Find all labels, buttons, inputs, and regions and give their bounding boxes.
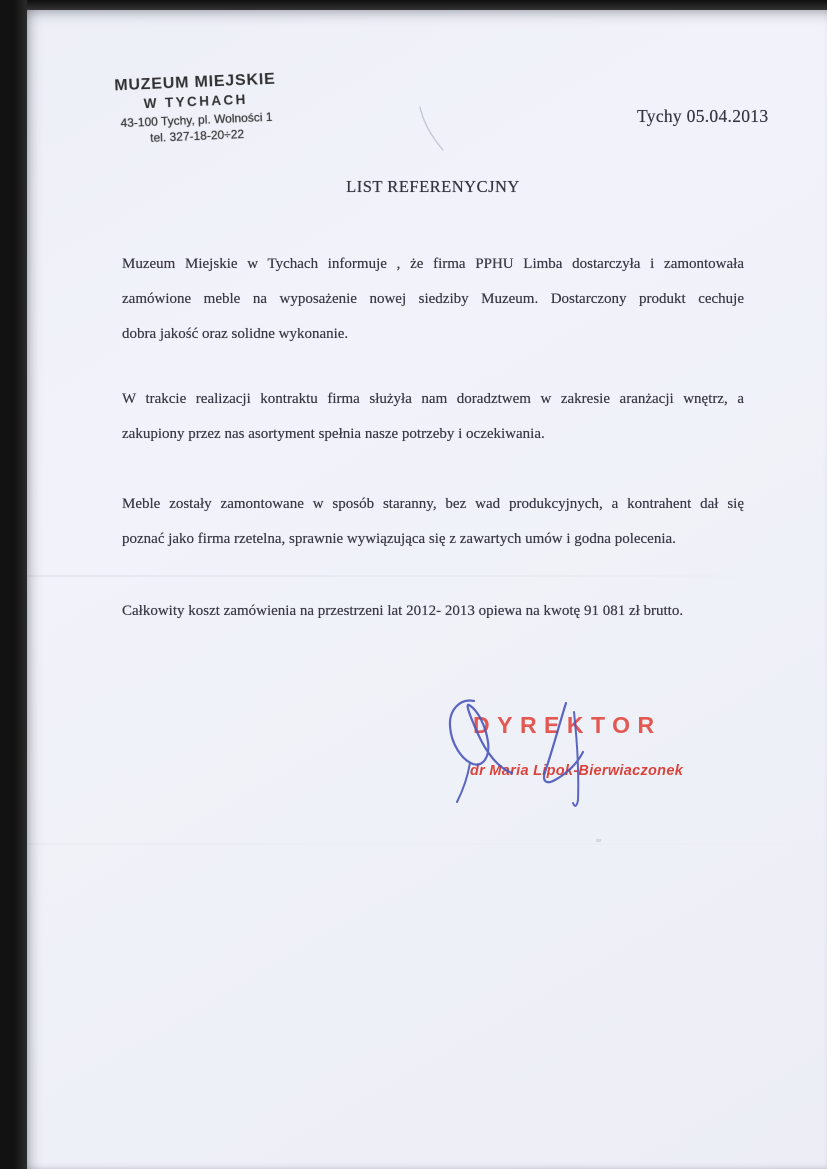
paragraph-1-line-2: zamówione meble na wyposażenie nowej siedziby Muzeum. Dostarczony produkt cechuje bbox=[122, 291, 744, 307]
paragraph-2 bbox=[122, 382, 744, 452]
paragraph-1-line-1: Muzeum Miejskie w Tychach informuje , że firma PPHU Limba dostarczyła i zamontowała bbox=[122, 256, 744, 272]
paragraph-4 bbox=[122, 594, 744, 629]
letterhead-phone: tel. 327-18-20÷22 bbox=[149, 127, 245, 145]
paragraph-2-line-1: W trakcie realizacji kontraktu firma służyła nam doradztwem w zakresie aranżacji wnętrz, a bbox=[122, 391, 744, 407]
paragraph-1-line-3: dobra jakość oraz solidne wykonanie. bbox=[122, 326, 349, 342]
paper-fold-crease bbox=[27, 575, 827, 577]
signature-stroke-tail bbox=[457, 763, 470, 802]
letter-title: LIST REFERENYCJNY bbox=[346, 177, 520, 196]
paragraph-3-line-1: Meble zostały zamontowane w sposób staranny, bez wad produkcyjnych, a kontrahent dał się bbox=[122, 496, 744, 512]
letter-paper bbox=[27, 10, 827, 1169]
scan-speck bbox=[596, 839, 601, 842]
letterhead-branch: W TYCHACH bbox=[143, 91, 249, 112]
scan-edge-left bbox=[0, 0, 27, 1169]
scan-edge-top bbox=[0, 0, 827, 10]
paragraph-4-line-1: Całkowity koszt zamówienia na przestrzeni lat 2012- 2013 opiewa na kwotę 91 081 zł brutto. bbox=[122, 603, 684, 619]
date-line: Tychy 05.04.2013 bbox=[637, 106, 769, 126]
letterhead-stamp bbox=[90, 70, 303, 148]
paragraph-3 bbox=[122, 487, 744, 557]
paper-fold-crease bbox=[27, 843, 827, 845]
scan-artifact-arc bbox=[420, 107, 443, 150]
paragraph-3-line-2: poznać jako firma rzetelna, sprawnie wywiązująca się z zawartych umów i godna polecenia. bbox=[122, 531, 676, 547]
letterhead-organization: MUZEUM MIEJSKIE bbox=[113, 70, 276, 95]
paragraph-2-line-2: zakupiony przez nas asortyment spełnia nasze potrzeby i oczekiwania. bbox=[122, 426, 545, 442]
director-name-stamp: dr Maria Lipok-Bierwiaczonek bbox=[470, 763, 684, 779]
paragraph-1 bbox=[122, 247, 744, 352]
letterhead-address: 43-100 Tychy, pl. Wolności 1 bbox=[120, 109, 273, 131]
director-role-stamp: DYREKTOR bbox=[473, 712, 662, 738]
